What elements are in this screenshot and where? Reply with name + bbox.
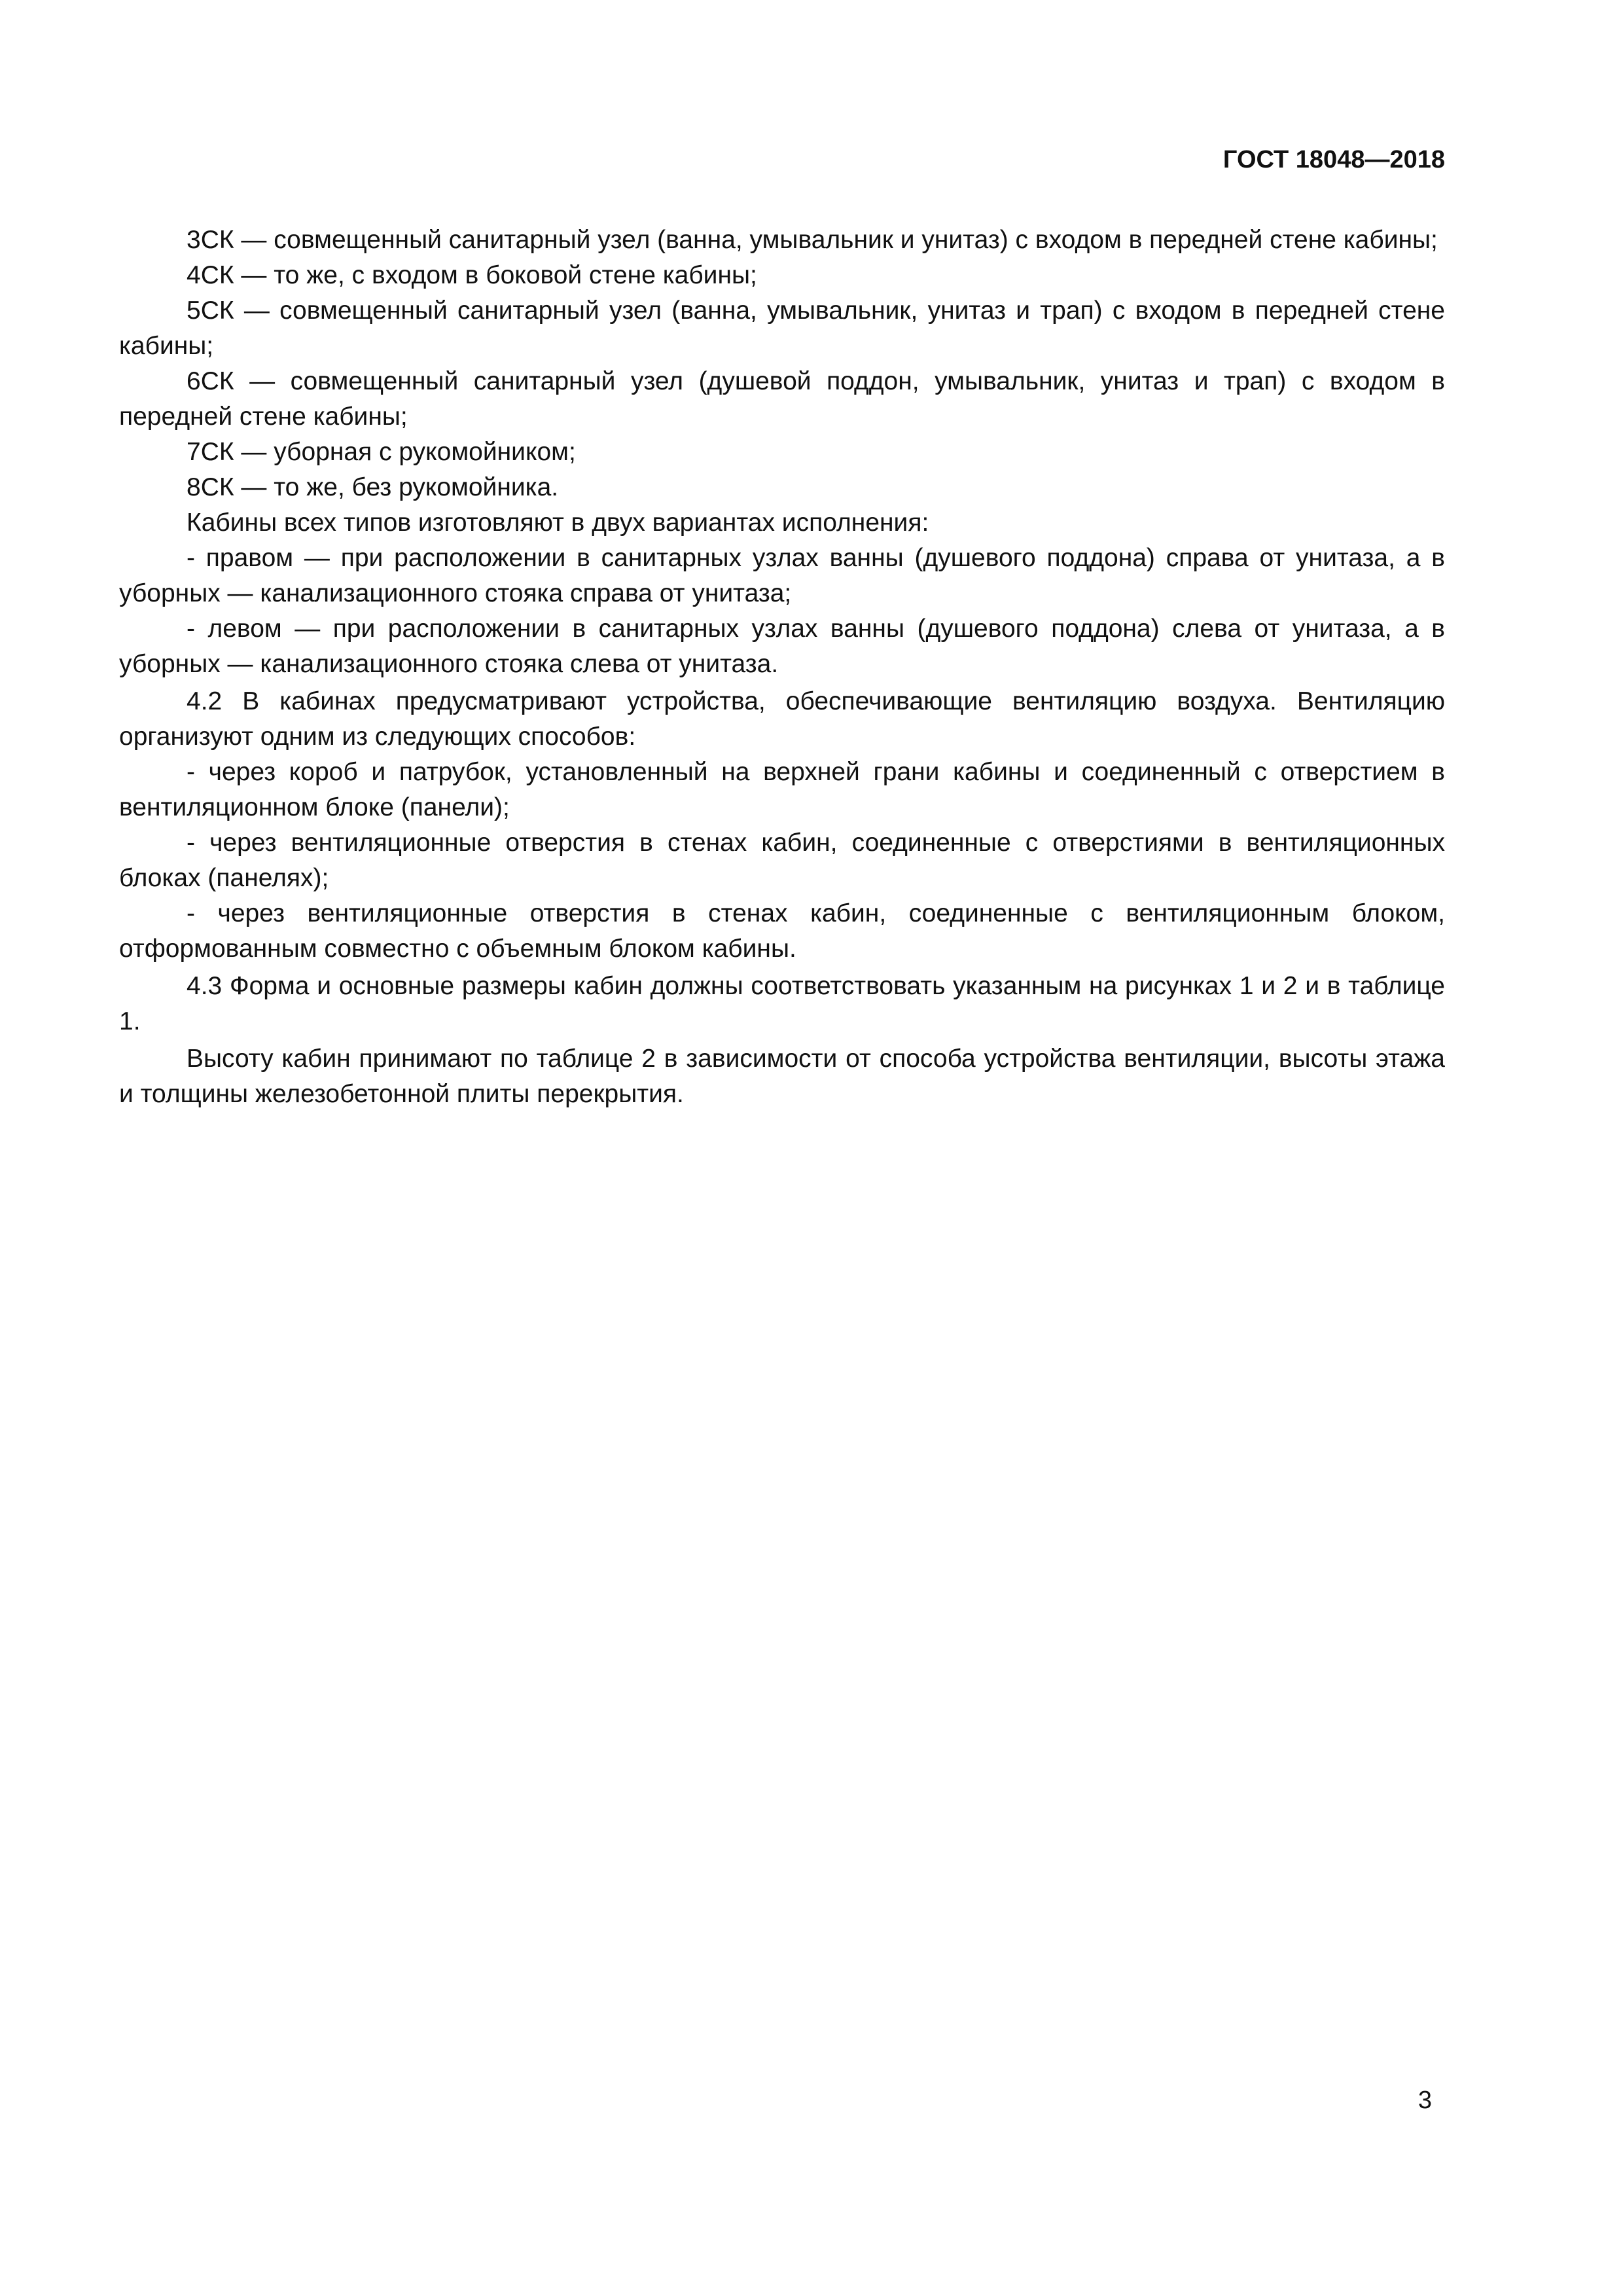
page-number: 3 (1418, 2087, 1432, 2114)
paragraph-4-2: 4.2 В кабинах предусматривают устройства, обеспечивающие вентиляцию воздуха. Вентиляцию организуют одним из следующих способов: (119, 687, 1445, 751)
list-item-right-variant: - правом — при расположении в санитарных узлах ванны (душевого поддона) справа от унитаза, а в уборных — канализационного стояка справа от унитаза; (119, 544, 1445, 607)
list-item-ventilation-openings-blocks: - через вентиляционные отверстия в стенах кабин, соединенные с отверстиями в вентиляционных блоках (панелях); (119, 829, 1445, 892)
document-body (119, 223, 1445, 1112)
paragraph-cabin-height: Высоту кабин принимают по таблице 2 в зависимости от способа устройства вентиляции, высоты этажа и толщины железобетонной плиты перекрытия. (119, 1045, 1445, 1108)
paragraph-variants-intro: Кабины всех типов изготовляют в двух вариантах исполнения: (187, 509, 929, 537)
paragraph-5sk: 5СК — совмещенный санитарный узел (ванна, умывальник, унитаз и трап) с входом в передней стене кабины; (119, 296, 1445, 360)
paragraph-8sk: 8СК — то же, без рукомойника. (187, 473, 559, 501)
paragraph-4-3: 4.3 Форма и основные размеры кабин должны соответствовать указанным на рисунках 1 и 2 и в таблице 1. (119, 972, 1445, 1035)
paragraph-3sk: 3СК — совмещенный санитарный узел (ванна, умывальник и унитаз) с входом в передней стене кабины; (187, 226, 1438, 254)
document-standard-number: ГОСТ 18048—2018 (1222, 146, 1445, 173)
list-item-ventilation-openings-molded: - через вентиляционные отверстия в стенах кабин, соединенные с вентиляционным блоком, отформованным совместно с объемным блоком кабины. (119, 899, 1445, 963)
paragraph-6sk: 6СК — совмещенный санитарный узел (душевой поддон, умывальник, унитаз и трап) с входом в передней стене кабины; (119, 367, 1445, 431)
list-item-left-variant: - левом — при расположении в санитарных узлах ванны (душевого поддона) слева от унитаза, а в уборных — канализационного стояка слева от унитаза. (119, 615, 1445, 678)
paragraph-7sk: 7СК — уборная с рукомойником; (187, 438, 576, 466)
paragraph-4sk: 4СК — то же, с входом в боковой стене кабины; (187, 261, 757, 289)
list-item-ventilation-duct: - через короб и патрубок, установленный на верхней грани кабины и соединенный с отверстием в вентиляционном блоке (панели); (119, 758, 1445, 821)
